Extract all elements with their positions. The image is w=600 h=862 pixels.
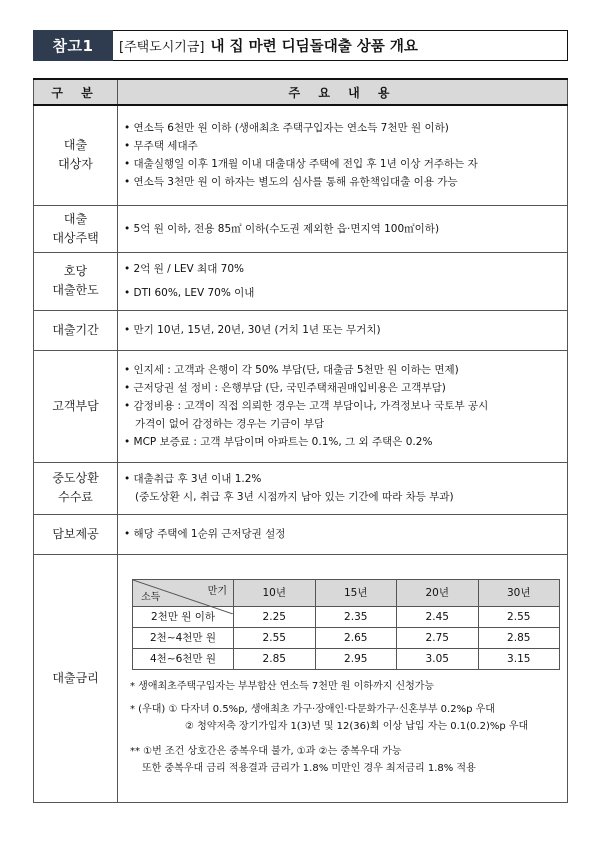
row-content — [118, 310, 568, 350]
list-item: • 만기 10년, 15년, 20년, 30년 (거치 1년 또는 무거치) — [124, 321, 561, 339]
page-header — [33, 30, 568, 61]
row-label: 호당 대출한도 — [34, 252, 118, 310]
rate-notes — [118, 678, 567, 777]
table-header-row — [34, 79, 568, 105]
rate-cell: 2.65 — [315, 627, 397, 648]
table-row — [34, 105, 568, 205]
term-header: 20년 — [397, 579, 479, 606]
list-item: • 무주택 세대주 — [124, 137, 561, 155]
table-row — [34, 252, 568, 310]
row-content — [118, 514, 568, 554]
rate-row — [133, 627, 560, 648]
term-header: 30년 — [478, 579, 560, 606]
rate-cell: 3.05 — [397, 648, 479, 669]
term-header: 10년 — [234, 579, 316, 606]
page-title — [113, 30, 568, 61]
row-label: 대출기간 — [34, 310, 118, 350]
income-bracket: 2천∼4천만 원 — [133, 627, 234, 648]
rate-cell: 2.85 — [478, 627, 560, 648]
interest-rate-table — [132, 579, 560, 670]
list-item-continued: 가격이 없어 감정하는 경우는 기금이 부담 — [135, 418, 325, 430]
rate-cell: 2.95 — [315, 648, 397, 669]
list-item: • 2억 원 / LEV 최대 70% — [124, 260, 561, 278]
table-row — [34, 205, 568, 252]
row-label: 대출금리 — [34, 554, 118, 802]
table-row — [34, 462, 568, 514]
reference-tag: 참고1 — [33, 30, 113, 61]
row-content — [118, 350, 568, 462]
row-content — [118, 105, 568, 205]
rate-cell: 2.35 — [315, 606, 397, 627]
rate-corner-cell — [133, 579, 234, 606]
note-line: * 생애최초주택구입자는 부부합산 연소득 7천만 원 이하까지 신청가능 — [130, 680, 435, 692]
column-header-content: 주 요 내 용 — [118, 79, 568, 105]
title-text: 내 집 마련 디딤돌대출 상품 개요 — [210, 39, 418, 55]
table-row — [34, 310, 568, 350]
note-line: * (우대) ① 다자녀 0.5%p, 생애최초 가구·장애인·다문화가구·신혼부부 0.2%p 우대 — [130, 703, 495, 715]
income-bracket: 2천만 원 이하 — [133, 606, 234, 627]
list-item: • 대출취급 후 3년 이내 1.2% — [124, 470, 561, 488]
term-header: 15년 — [315, 579, 397, 606]
list-item: • MCP 보증료 : 고객 부담이며 아파트는 0.1%, 그 외 주택은 0.2% — [124, 433, 561, 451]
product-summary-table — [33, 78, 568, 803]
rate-row — [133, 648, 560, 669]
rate-cell: 2.75 — [397, 627, 479, 648]
row-label: 대출 대상주택 — [34, 205, 118, 252]
row-label: 대출 대상자 — [34, 105, 118, 205]
row-label: 고객부담 — [34, 350, 118, 462]
corner-term-label: 만기 — [207, 585, 227, 597]
row-content — [118, 205, 568, 252]
org-label: [주택도시기금] — [119, 40, 205, 55]
rate-cell: 2.85 — [234, 648, 316, 669]
note-line: 또한 중복우대 금리 적용결과 금리가 1.8% 미만인 경우 최저금리 1.8% 적용 — [142, 762, 476, 774]
rate-header-row — [133, 579, 560, 606]
row-content — [118, 462, 568, 514]
list-item: • 감정비용 : 고객이 직접 의뢰한 경우는 고객 부담이나, 가격정보나 국토부 공시 — [124, 397, 561, 415]
table-row — [34, 514, 568, 554]
rate-cell: 2.55 — [478, 606, 560, 627]
list-item: • 인지세 : 고객과 은행이 각 50% 부담(단, 대출금 5천만 원 이하는 면제) — [124, 361, 561, 379]
list-item: • DTI 60%, LEV 70% 이내 — [124, 284, 561, 302]
list-item: • 해당 주택에 1순위 근저당권 설정 — [124, 525, 561, 543]
rate-cell: 3.15 — [478, 648, 560, 669]
list-item: • 근저당권 설 정비 : 은행부담 (단, 국민주택채권매입비용은 고객부담) — [124, 379, 561, 397]
note-line: ② 청약저축 장기가입자 1(3)년 및 12(36)회 이상 납입 자는 0.1(0.2)%p 우대 — [185, 720, 529, 732]
list-item: • 연소득 3천만 원 이 하자는 별도의 심사를 통해 유한책임대출 이용 가능 — [124, 173, 561, 191]
row-label: 중도상환 수수료 — [34, 462, 118, 514]
list-item: • 5억 원 이하, 전용 85㎡ 이하(수도권 제외한 읍·면지역 100㎡이하) — [124, 220, 561, 238]
row-content — [118, 252, 568, 310]
rate-cell: 2.55 — [234, 627, 316, 648]
list-item: • 연소득 6천만 원 이하 (생애최초 주택구입자는 연소득 7천만 원 이하) — [124, 119, 561, 137]
table-row — [34, 554, 568, 802]
income-bracket: 4천∼6천만 원 — [133, 648, 234, 669]
rate-cell: 2.25 — [234, 606, 316, 627]
rate-cell: 2.45 — [397, 606, 479, 627]
column-header-category: 구 분 — [34, 79, 118, 105]
row-label: 담보제공 — [34, 514, 118, 554]
note-line: ** ①번 조건 상호간은 중복우대 불가, ①과 ②는 중복우대 가능 — [130, 745, 402, 757]
list-item-continued: (중도상환 시, 취급 후 3년 시점까지 남아 있는 기간에 따라 차등 부과) — [135, 491, 454, 503]
corner-income-label: 소득 — [141, 591, 161, 603]
list-item: • 대출실행일 이후 1개월 이내 대출대상 주택에 전입 후 1년 이상 거주하는 자 — [124, 155, 561, 173]
table-row — [34, 350, 568, 462]
row-content — [118, 554, 568, 802]
